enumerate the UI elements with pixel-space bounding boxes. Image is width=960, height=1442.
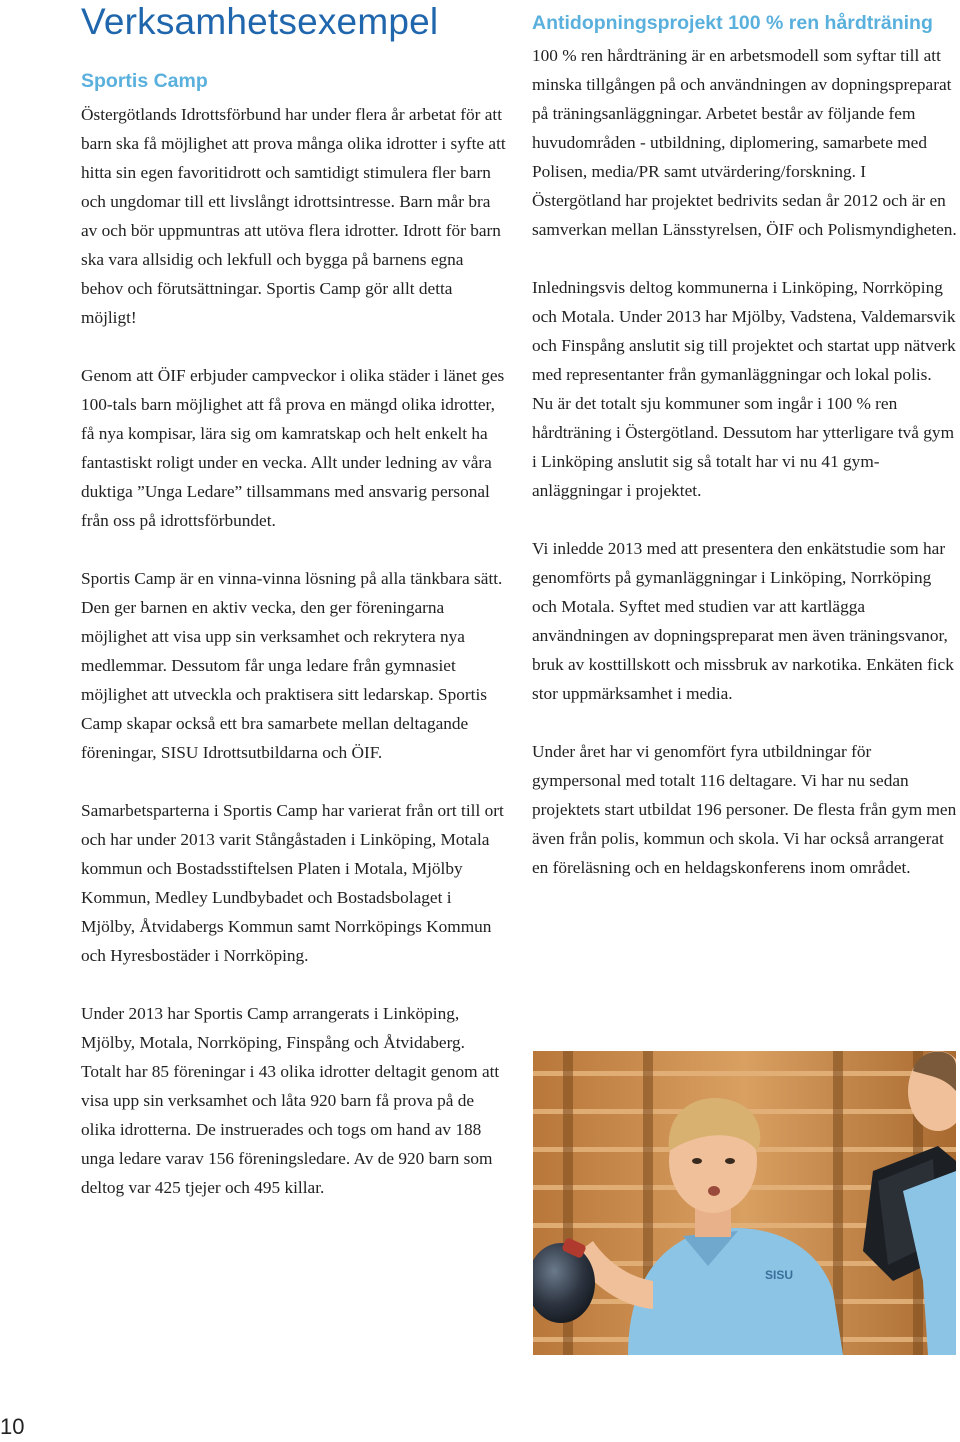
sportis-camp-heading: Sportis Camp [81, 70, 208, 92]
right-paragraph-4: Under året har vi genomfört fyra utbildningar för gympersonal med totalt 116 deltagare. Vi har nu sedan projektets start utbildat 196 personer. De flesta från gym men även från polis, kommun och skola. Vi har också arrangerat en föreläsning och en heldagskonferens inom området. [532, 742, 957, 877]
right-paragraph-1: 100 % ren hårdträning är en arbetsmodell som syftar till att minska tillgången på och användningen av dopningspreparat på träningsanläggningar. Arbetet består av följande fem huvudområden - utbildning, diplomering, samarbete med Polisen, media/PR samt utvärdering/forskning. I Östergötland har projektet bedrivits sedan år 2012 och är en samverkan mellan Länsstyrelsen, ÖIF och Polismyndigheten. [532, 46, 957, 239]
right-paragraph-2: Inledningsvis deltog kommunerna i Linköping, Norrköping och Motala. Under 2013 har Mjölby, Vadstena, Valdemarsvik och Finspång anslutit sig till projektet och startat upp nätverk med representanter från gymanläggningar och lokal polis. Nu är det totalt sju kommuner som ingår i 100 % ren hårdträning i Östergötland. Dessutom har ytterligare två gym i Linköping anslutit sig så totalt har vi nu 41 gym-anläggningar i projektet. [532, 278, 956, 500]
shirt-logo-text: SISU [765, 1268, 794, 1282]
left-paragraph-3: Sportis Camp är en vinna-vinna lösning på alla tänkbara sätt. Den ger barnen en aktiv vecka, den ger föreningarna möjlighet att visa upp sin verksamhet och rekrytera nya medlemmar. Dessutom får unga ledare från gymnasiet möjlighet att utveckla och praktisera sitt ledarskap. Sportis Camp skapar också ett bra samarbete mellan deltagande föreningar, SISU Idrottsutbildarna och ÖIF. [81, 569, 503, 762]
left-paragraph-4: Samarbetsparterna i Sportis Camp har varierat från ort till ort och har under 2013 varit Stångåstaden i Linköping, Motala kommun och Bostadsstiftelsen Platen i Motala, Mjölby Kommun, Medley Lundbybadet och Bostadsbolaget i Mjölby, Åtvidabergs Kommun samt Norrköpings Kommun och Hyresbostäder i Norrköping. [81, 801, 504, 965]
left-paragraph-2: Genom att ÖIF erbjuder campveckor i olika städer i länet ges 100-tals barn möjlighet att få prova en mängd olika idrotter, få nya kompisar, lära sig om kamratskap och helt enkelt ha fantastiskt roligt under en vecka. Allt under ledning av våra duktiga ”Unga Ledare” tillsammans med ansvarig personal från oss på idrottsförbundet. [81, 366, 505, 530]
left-paragraph-1: Östergötlands Idrottsförbund har under flera år arbetat för att barn ska få möjlighet att prova många olika idrotter i syfte att hitta sin egen favoritidrott och samtidigt stimulera fler barn och ungdomar till ett livslångt idrottsintresse. Barn mår bra av och bör uppmuntras att utöva flera idrotter. Idrott för barn ska vara allsidig och lekfull och bygga på barnens egna behov och förutsättningar. Sportis Camp gör allt detta möjligt! [81, 105, 506, 327]
antidoping-heading: Antidopningsprojekt 100 % ren hårdträning [532, 12, 933, 34]
left-column [81, 67, 509, 1202]
page-number: 10 [0, 1414, 25, 1439]
right-paragraph-3: Vi inledde 2013 med att presentera den enkätstudie som har genomförts på gymanläggningar i Linköping, Norrköping och Motala. Syftet med studien var att kartlägga användningen av dopningspreparat men även träningsvanor, bruk av kosttillskott och missbruk av narkotika. Enkäten fick stor uppmärksamhet i media. [532, 539, 954, 703]
right-column [532, 9, 957, 882]
boxing-photo [533, 1051, 956, 1355]
page-title: Verksamhetsexempel [81, 1, 439, 42]
left-paragraph-5: Under 2013 har Sportis Camp arrangerats i Linköping, Mjölby, Motala, Norrköping, Finspång och Åtvidaberg. Totalt har 85 föreningar i 43 olika idrotter deltagit genom att visa upp sin verksamhet och låta 920 barn få prova på de olika idrotterna. De instruerades och togs om hand av 188 unga ledare varav 156 föreningsledare. Av de 920 barn som deltog var 425 tjejer och 495 killar. [81, 1004, 500, 1197]
